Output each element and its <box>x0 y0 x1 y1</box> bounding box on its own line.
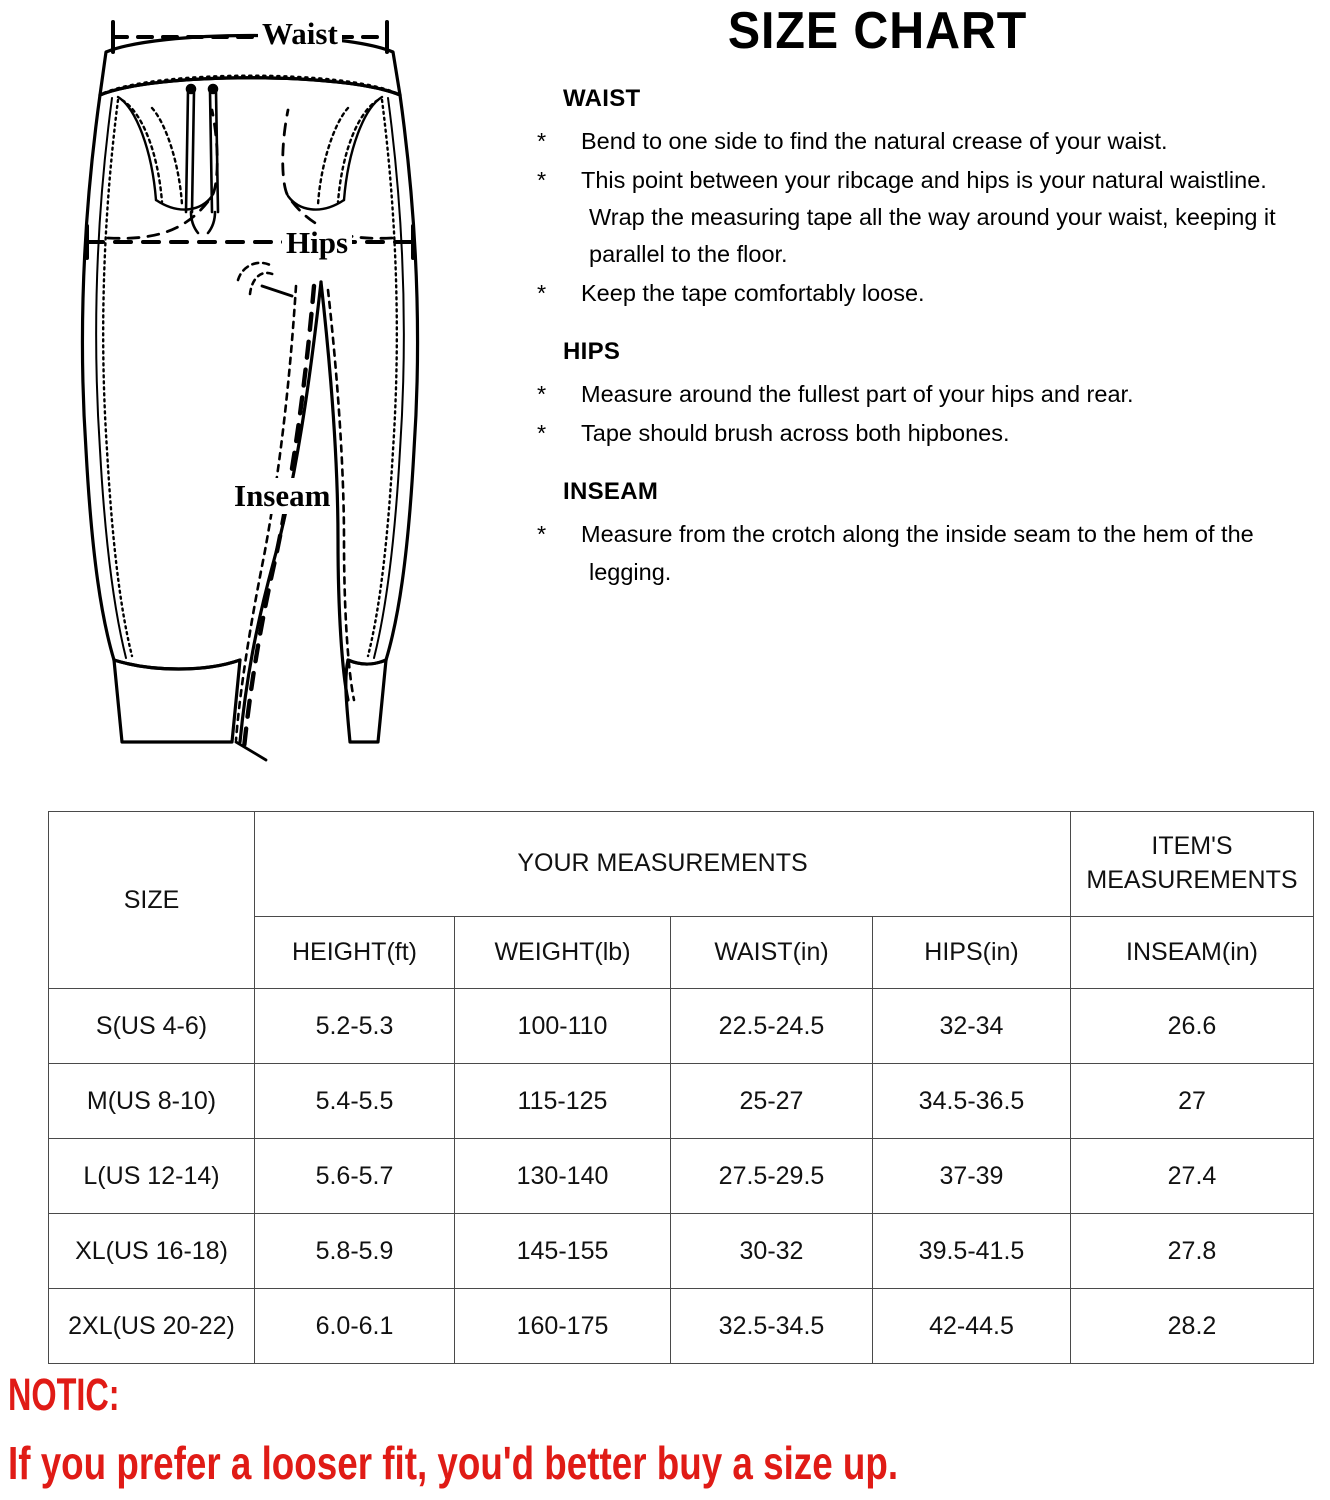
cell-size: M(US 8-10) <box>49 1064 255 1139</box>
waist-diagram-label: Waist <box>258 16 342 52</box>
cell-hips: 32-34 <box>873 989 1071 1064</box>
size-chart-info-panel <box>537 0 1313 593</box>
cell-waist: 30-32 <box>671 1214 873 1289</box>
hips-diagram-label: Hips <box>282 225 352 261</box>
cell-weight: 145-155 <box>455 1214 671 1289</box>
header-inseam: INSEAM(in) <box>1071 917 1314 989</box>
bullet-marker: * <box>537 280 547 307</box>
bullet-marker: * <box>537 381 547 408</box>
cell-size: 2XL(US 20-22) <box>49 1289 255 1364</box>
header-size: SIZE <box>49 812 255 989</box>
table-header-group-row <box>49 812 1314 917</box>
bullet-text: Keep the tape comfortably loose. <box>581 280 925 307</box>
cell-hips: 42-44.5 <box>873 1289 1071 1364</box>
cell-weight: 100-110 <box>455 989 671 1064</box>
cell-hips: 37-39 <box>873 1139 1071 1214</box>
notice-block <box>8 1369 1318 1489</box>
bullet-marker: * <box>537 521 547 548</box>
bullet-hips-2 <box>537 415 1301 452</box>
cell-hips: 39.5-41.5 <box>873 1214 1071 1289</box>
header-hips: HIPS(in) <box>873 917 1071 989</box>
notice-body: If you prefer a looser fit, you'd better buy a size up. <box>8 1437 899 1489</box>
table-row <box>49 1214 1314 1289</box>
section-heading-hips: HIPS <box>563 338 621 366</box>
inseam-diagram-label: Inseam <box>230 478 334 514</box>
size-table <box>48 811 1314 1364</box>
header-waist: WAIST(in) <box>671 917 873 989</box>
cell-height: 5.2-5.3 <box>255 989 455 1064</box>
bullet-marker: * <box>537 420 547 447</box>
cell-size: XL(US 16-18) <box>49 1214 255 1289</box>
bullet-waist-1 <box>537 123 1301 160</box>
cell-weight: 115-125 <box>455 1064 671 1139</box>
section-waist <box>537 84 1313 313</box>
cell-inseam: 27 <box>1071 1064 1314 1139</box>
bullet-text: Measure from the crotch along the inside seam to the hem of the legging. <box>581 521 1254 585</box>
pants-line-drawing <box>60 0 540 790</box>
cell-weight: 130-140 <box>455 1139 671 1214</box>
table-row <box>49 989 1314 1064</box>
bullet-text: Bend to one side to find the natural crease of your waist. <box>581 127 1168 154</box>
bullet-waist-3 <box>537 275 1301 312</box>
bullet-marker: * <box>537 166 547 193</box>
header-height: HEIGHT(ft) <box>255 917 455 989</box>
section-hips <box>537 338 1313 452</box>
bullet-inseam-1 <box>537 516 1301 590</box>
cell-weight: 160-175 <box>455 1289 671 1364</box>
header-your-measurements: YOUR MEASUREMENTS <box>255 812 1071 917</box>
cell-waist: 22.5-24.5 <box>671 989 873 1064</box>
notice-title: NOTIC: <box>8 1369 120 1420</box>
section-heading-inseam: INSEAM <box>563 478 659 506</box>
cell-waist: 25-27 <box>671 1064 873 1139</box>
cell-height: 6.0-6.1 <box>255 1289 455 1364</box>
cell-inseam: 28.2 <box>1071 1289 1314 1364</box>
table-row <box>49 1064 1314 1139</box>
cell-height: 5.4-5.5 <box>255 1064 455 1139</box>
table-row <box>49 1139 1314 1214</box>
cell-hips: 34.5-36.5 <box>873 1064 1071 1139</box>
cell-waist: 27.5-29.5 <box>671 1139 873 1214</box>
section-inseam <box>537 478 1313 590</box>
cell-inseam: 27.4 <box>1071 1139 1314 1214</box>
page-title: SIZE CHART <box>727 2 1028 60</box>
bullet-text: This point between your ribcage and hips is your natural waistline. Wrap the measuring tape all the way around your waist, keeping it parallel to the floor. <box>581 166 1276 267</box>
header-items-measurements: ITEM'S MEASUREMENTS <box>1071 812 1314 917</box>
bullet-hips-1 <box>537 376 1301 413</box>
cell-size: L(US 12-14) <box>49 1139 255 1214</box>
bullet-text: Measure around the fullest part of your hips and rear. <box>581 381 1134 408</box>
cell-waist: 32.5-34.5 <box>671 1289 873 1364</box>
cell-inseam: 26.6 <box>1071 989 1314 1064</box>
cell-height: 5.6-5.7 <box>255 1139 455 1214</box>
section-heading-waist: WAIST <box>563 84 641 112</box>
pants-measurement-illustration <box>60 0 540 790</box>
cell-size: S(US 4-6) <box>49 989 255 1064</box>
bullet-marker: * <box>537 127 547 154</box>
inseam-dashed-path <box>244 286 314 748</box>
bullet-waist-2 <box>537 162 1301 273</box>
cell-inseam: 27.8 <box>1071 1214 1314 1289</box>
header-weight: WEIGHT(lb) <box>455 917 671 989</box>
hips-dimension-line <box>87 226 413 258</box>
bullet-text: Tape should brush across both hipbones. <box>581 420 1010 447</box>
table-row <box>49 1289 1314 1364</box>
cell-height: 5.8-5.9 <box>255 1214 455 1289</box>
